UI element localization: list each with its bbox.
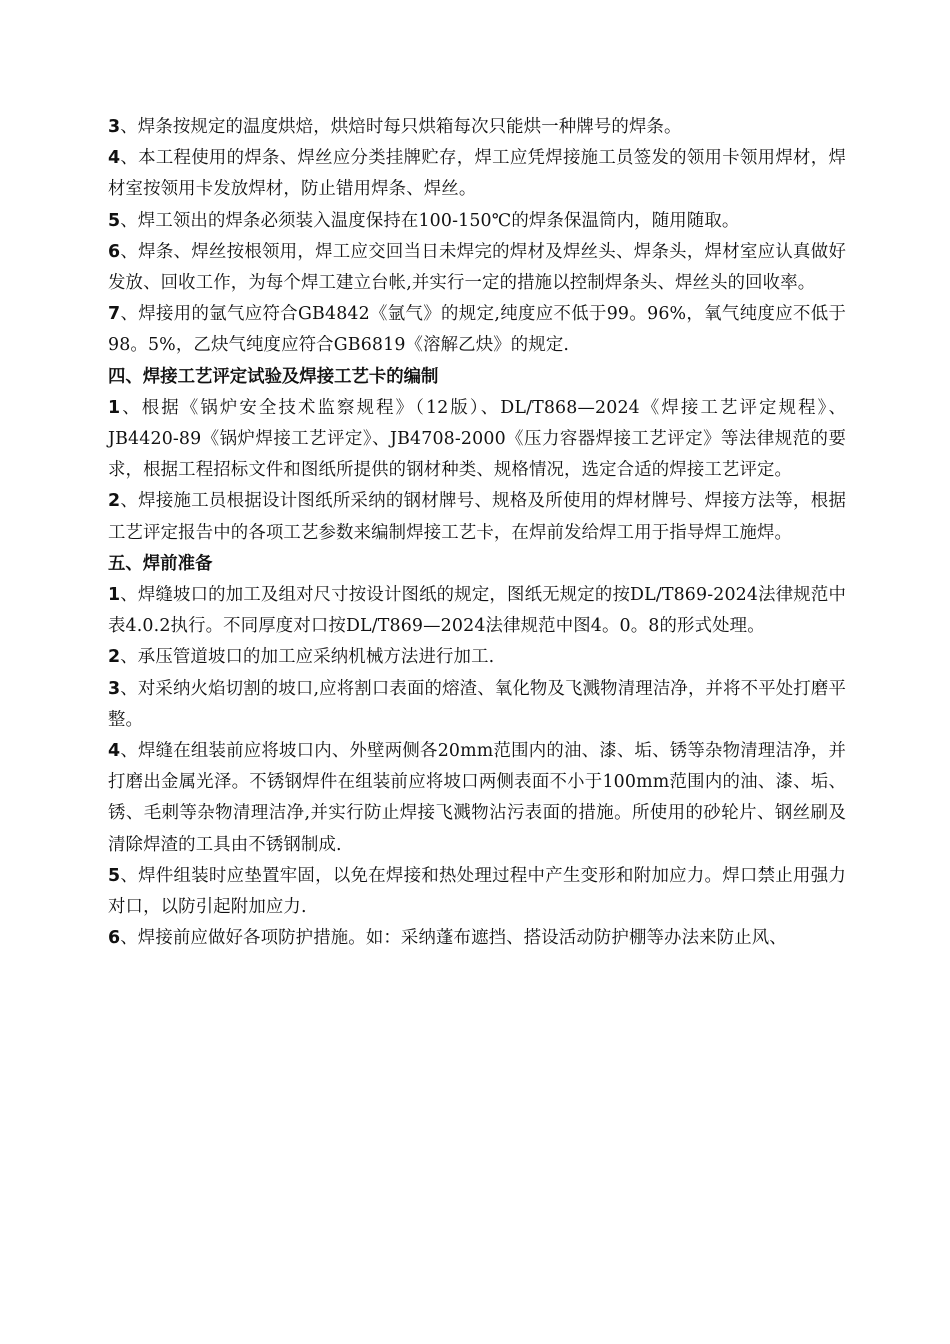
paragraph-text: 、本工程使用的焊条、焊丝应分类挂牌贮存，焊工应凭焊接施工员签发的领用卡领用焊材，焊材室按领用卡发放焊材，防止错用焊条、焊丝。 — [108, 148, 846, 200]
paragraph-3 — [108, 112, 846, 143]
section-heading-4: 四、焊接工艺评定试验及焊接工艺卡的编制 — [108, 366, 439, 387]
paragraph-7 — [108, 299, 846, 361]
paragraph-5-1 — [108, 580, 846, 642]
item-number: 6 — [108, 241, 121, 262]
document-body — [108, 112, 846, 954]
item-number: 2 — [108, 491, 121, 512]
item-number: 4 — [108, 741, 121, 762]
paragraph-text: 、焊接用的氩气应符合GB4842《氩气》的规定,纯度应不低于99。96%，氧气纯度应不低于98。5%，乙炔气纯度应符合GB6819《溶解乙炔》的规定. — [108, 304, 846, 356]
paragraph-5 — [108, 206, 846, 237]
paragraph-6 — [108, 237, 846, 299]
paragraph-text: 、对采纳火焰切割的坡口,应将割口表面的熔渣、氧化物及飞溅物清理洁净，并将不平处打磨平整。 — [108, 678, 846, 730]
item-number: 7 — [108, 304, 121, 325]
paragraph-5-5 — [108, 861, 846, 923]
paragraph-5-4 — [108, 736, 846, 861]
item-number: 6 — [108, 928, 121, 949]
paragraph-5-3 — [108, 674, 846, 736]
paragraph-text: 、焊件组装时应垫置牢固，以免在焊接和热处理过程中产生变形和附加应力。焊口禁止用强力对口，以防引起附加应力. — [108, 865, 846, 918]
paragraph-4-2 — [108, 486, 846, 548]
paragraph-text: 、焊缝在组装前应将坡口内、外壁两侧各20mm范围内的油、漆、垢、锈等杂物清理洁净，并打磨出金属光泽。不锈钢焊件在组装前应将坡口两侧表面不小于100mm范围内的油、漆、垢、锈、毛刺等杂物清理洁净,并实行防止焊接飞溅物沾污表面的措施。所使用的砂轮片、钢丝刷及清除焊渣的工具由不锈钢制成. — [108, 741, 846, 855]
paragraph-text: 、根据《锅炉安全技术监察规程》（12版）、DL/T868—2024《焊接工艺评定规程》、JB4420-89《锅炉焊接工艺评定》、JB4708-2000《压力容器焊接工艺评定》等法律规范的要求，根据工程招标文件和图纸所提供的钢材种类、规格情况，选定合适的焊接工艺评定。 — [108, 397, 846, 481]
item-number: 1 — [108, 585, 121, 606]
paragraph-4-1 — [108, 393, 846, 487]
item-number: 5 — [108, 865, 121, 886]
paragraph-text: 、焊条按规定的温度烘焙，烘焙时每只烘箱每次只能烘一种牌号的焊条。 — [120, 117, 682, 137]
item-number: 1 — [108, 397, 121, 418]
item-number: 2 — [108, 647, 121, 668]
section-heading-5: 五、焊前准备 — [108, 553, 213, 574]
item-number: 5 — [108, 210, 121, 231]
item-number: 4 — [108, 148, 121, 169]
paragraph-text: 、焊缝坡口的加工及组对尺寸按设计图纸的规定，图纸无规定的按DL/T869-2024法律规范中表4.0.2执行。不同厚度对口按DL/T869—2024法律规范中图4。0。8的形式处理。 — [108, 585, 846, 637]
paragraph-text: 、焊条、焊丝按根领用，焊工应交回当日未焊完的焊材及焊丝头、焊条头，焊材室应认真做好发放、回收工作，为每个焊工建立台帐,并实行一定的措施以控制焊条头、焊丝头的回收率。 — [108, 241, 846, 294]
paragraph-5-2 — [108, 642, 846, 673]
paragraph-text: 、承压管道坡口的加工应采纳机械方法进行加工. — [120, 647, 495, 668]
paragraph-text: 、焊接前应做好各项防护措施。如：采纳蓬布遮挡、搭设活动防护棚等办法来防止风、 — [120, 928, 787, 949]
paragraph-5-6 — [108, 923, 846, 954]
paragraph-text: 、焊接施工员根据设计图纸所采纳的钢材牌号、规格及所使用的焊材牌号、焊接方法等，根据工艺评定报告中的各项工艺参数来编制焊接工艺卡，在焊前发给焊工用于指导焊工施焊。 — [108, 491, 846, 543]
paragraph-4 — [108, 143, 846, 205]
paragraph-text: 、焊工领出的焊条必须装入温度保持在100-150℃的焊条保温筒内，随用随取。 — [120, 210, 740, 231]
item-number: 3 — [108, 678, 121, 699]
item-number: 3 — [108, 117, 121, 137]
